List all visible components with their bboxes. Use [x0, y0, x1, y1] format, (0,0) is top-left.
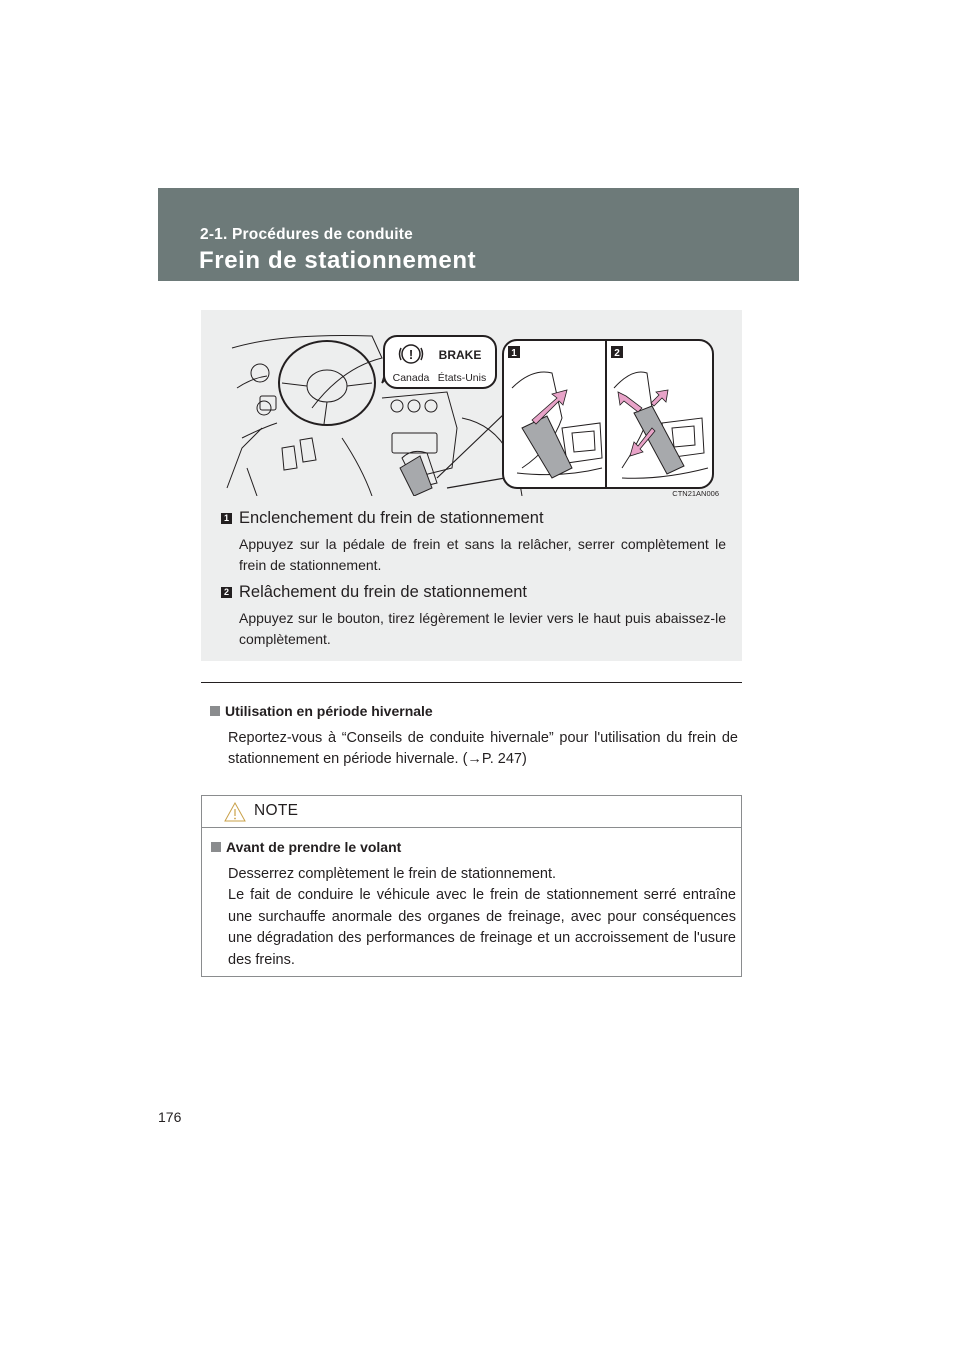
winter-title: Utilisation en période hivernale — [225, 703, 433, 719]
square-bullet-icon — [210, 706, 220, 716]
warning-triangle-icon — [224, 802, 246, 822]
note-body — [228, 864, 736, 971]
callout-1: 1 — [511, 348, 517, 359]
step-engage — [221, 508, 726, 576]
figure-code: CTN21AN006 — [672, 489, 719, 496]
section-label: 2-1. Procédures de conduite — [200, 226, 413, 243]
svg-text:!: ! — [408, 347, 414, 362]
note-label: NOTE — [254, 802, 299, 819]
callout-2: 2 — [614, 348, 620, 359]
note-box — [201, 795, 742, 977]
divider — [201, 682, 742, 683]
note-line-2: Le fait de conduire le véhicule avec le frein de stationnement serré entraîne une surchauffe anormale des organes de freinage, avec pour conséquences une dégradation des performances de freinage et un accroissement de l'usure des freins. — [228, 887, 736, 968]
note-line-1: Desserrez complètement le frein de stationnement. — [228, 866, 557, 882]
step-release — [221, 582, 726, 650]
note-header — [202, 796, 741, 828]
step-description: Appuyez sur le bouton, tirez légèrement le levier vers le haut puis abaissez-le complètement. — [239, 610, 726, 647]
step-description: Appuyez sur la pédale de frein et sans la relâcher, serrer complètement le frein de stationnement. — [239, 536, 726, 573]
figure-panel — [201, 310, 742, 661]
note-content — [211, 838, 736, 971]
brake-word: BRAKE — [438, 348, 482, 362]
parking-brake-illustration — [222, 328, 722, 496]
step-title: Enclenchement du frein de stationnement — [239, 509, 544, 527]
winter-usage-section — [210, 702, 738, 770]
page-number: 176 — [158, 1109, 182, 1125]
winter-body: Reportez-vous à “Conseils de conduite hivernale” pour l'utilisation du frein de stationnement en période hivernale. (→P. 247) — [228, 730, 738, 767]
chapter-header — [158, 188, 799, 281]
region-canada: Canada — [392, 372, 430, 384]
region-us: États-Unis — [437, 372, 487, 384]
note-title: Avant de prendre le volant — [226, 839, 402, 855]
step-number-badge: 2 — [221, 587, 232, 598]
square-bullet-icon — [211, 842, 221, 852]
page-title: Frein de stationnement — [199, 247, 477, 274]
step-number-badge: 1 — [221, 513, 232, 524]
step-title: Relâchement du frein de stationnement — [239, 583, 528, 601]
